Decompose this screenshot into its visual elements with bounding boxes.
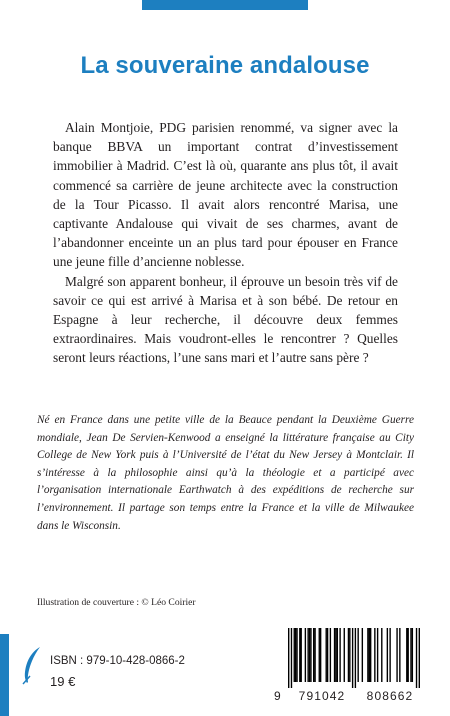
barcode-bar [387, 628, 388, 682]
barcode-bar [367, 628, 368, 682]
barcode-bar [296, 628, 297, 682]
barcode-bar [357, 628, 358, 682]
barcode-bar [309, 628, 310, 682]
barcode-bar [305, 628, 306, 682]
barcode-bar [410, 628, 411, 682]
barcode-bar [294, 628, 295, 682]
barcode-bar [307, 628, 308, 682]
barcode-bar [313, 628, 314, 682]
barcode-bar [337, 628, 338, 682]
barcode-bar [327, 628, 328, 682]
barcode-bar [319, 628, 320, 682]
barcode-bar [362, 628, 363, 682]
barcode-bar [396, 628, 397, 682]
book-title: La souveraine andalouse [80, 52, 370, 79]
barcode-bar [399, 628, 400, 682]
synopsis-paragraph-1: Alain Montjoie, PDG parisien renommé, va signer avec la banque BBVA un important contrat d’investissement immobilier à Madrid. C’est là où, quarante ans plus tôt, il avait commencé sa carrière de jeune architecte avec la construction de la Tour Picasso. Il avait alors rencontré Marisa, une captivante Andalouse qui vivait de ses charmes, avant de l’abandonner enceinte un an plus tard pour épouser en France une jeune fille d’ancienne noblesse. [53, 120, 398, 270]
barcode-bar [295, 628, 296, 682]
barcode-bar [288, 628, 289, 688]
barcode-bar [355, 628, 356, 688]
barcode-digits [274, 689, 424, 703]
barcode-bar [369, 628, 370, 682]
barcode-bars [288, 628, 420, 688]
barcode-left-group: 791042 [298, 689, 346, 703]
barcode-bar [419, 628, 420, 688]
barcode-bar [370, 628, 371, 682]
barcode-bar [407, 628, 408, 682]
synopsis-paragraph-2: Malgré son apparent bonheur, il éprouve un besoin très vif de savoir ce qui est arrivé à Marisa et à son bébé. De retour en Espagne à leur recherche, il découvre deux femmes extraordinaires. Mais voudront-elles le rencontrer ? Quelles seront leurs réactions, l’une sans mari et l’autre sans père ? [53, 273, 398, 366]
barcode-bar [352, 628, 353, 688]
author-bio: Né en France dans une petite ville de la Beauce pendant la Deuxième Guerre mondiale, Jean De Servien-Kenwood a enseigné la littérature française au City College de New York puis à l’Université de l’état du New Jersey à Montclair. Il s’intéresse à la philosophie ainsi qu’à la théologie et a participé avec l’organisation internationale Earthwatch à des expéditions de recherche sur l’environnement. Il partage son temps entre la France et la ville de Milwaukee dans le Wisconsin. [37, 414, 414, 532]
barcode-first-digit: 9 [274, 689, 282, 703]
bottom-left-accent-bar [0, 634, 9, 716]
isbn: ISBN : 979-10-428-0866-2 [50, 655, 185, 667]
barcode-bar [301, 628, 302, 682]
quill-pen-icon [21, 646, 43, 686]
barcode-bar [330, 628, 331, 682]
barcode-bar [291, 628, 292, 688]
barcode-bar [381, 628, 382, 682]
top-accent-bar [142, 0, 308, 10]
barcode-bar [334, 628, 335, 682]
barcode-bar [374, 628, 375, 682]
barcode-bar [335, 628, 336, 682]
barcode-bar [377, 628, 378, 682]
barcode-bar [310, 628, 311, 682]
barcode-bar [349, 628, 350, 682]
barcode-bar [299, 628, 300, 682]
illustration-credit: Illustration de couverture : © Léo Coirier [37, 597, 196, 608]
barcode-bar [348, 628, 349, 682]
barcode-bar [389, 628, 390, 682]
barcode-bar [412, 628, 413, 682]
barcode-right-group: 808662 [366, 689, 414, 703]
synopsis [53, 118, 398, 368]
price: 19 € [50, 674, 76, 689]
barcode-bar [326, 628, 327, 682]
barcode [274, 628, 424, 704]
barcode-bar [344, 628, 345, 682]
barcode-bar [320, 628, 321, 682]
barcode-bar [339, 628, 340, 682]
barcode-bar [314, 628, 315, 682]
barcode-bar [406, 628, 407, 682]
barcode-bar [416, 628, 417, 688]
